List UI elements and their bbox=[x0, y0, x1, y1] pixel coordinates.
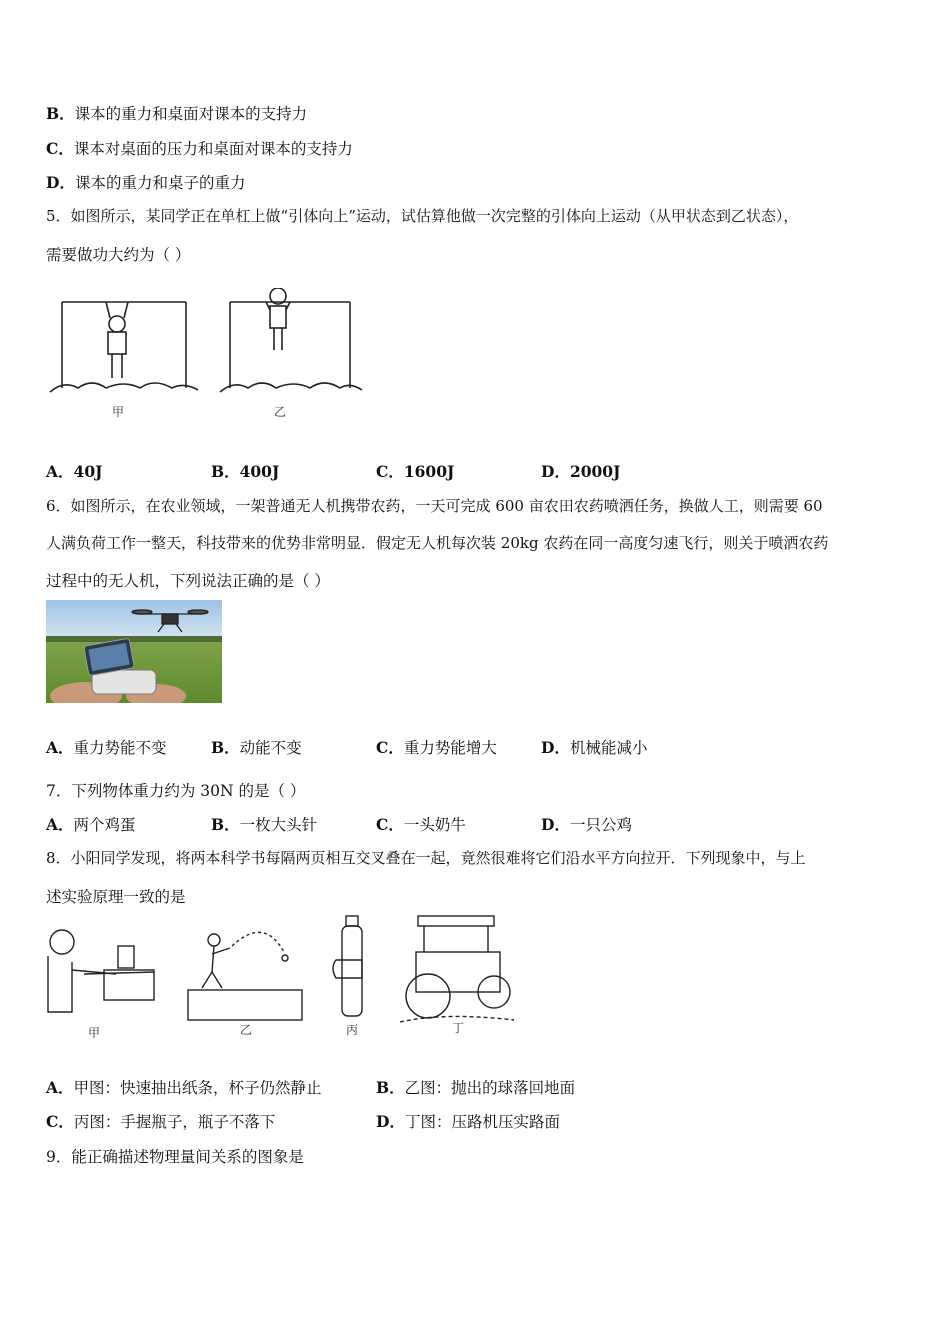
q4-option-b: B．课本的重力和桌面对课本的支持力 bbox=[46, 104, 308, 123]
q5-option-c: C．1600J bbox=[376, 462, 455, 481]
q8-figure-bing bbox=[333, 916, 362, 1016]
q6-stem-line2: 人满负荷工作一整天，科技带来的优势非常明显．假定无人机每次装 20kg 农药在同一高度匀速飞行，则关于喷洒农药 bbox=[46, 534, 829, 552]
q8-option-d: D．丁图：压路机压实路面 bbox=[376, 1112, 560, 1131]
q7-option-d: D．一只公鸡 bbox=[541, 815, 632, 834]
q5-stem-line1: 5．如图所示，某同学正在单杠上做“引体向上”运动，试估算他做一次完整的引体向上运动（从甲状态到乙状态）， bbox=[46, 207, 799, 225]
q4-option-d: D．课本的重力和桌子的重力 bbox=[46, 173, 246, 192]
q8-figure-yi bbox=[188, 932, 302, 1020]
q5-figure-pullup bbox=[44, 288, 364, 428]
q5-option-a: A．40J bbox=[46, 462, 103, 481]
q6-option-c: C．重力势能增大 bbox=[376, 738, 497, 757]
q7-option-a: A．两个鸡蛋 bbox=[46, 815, 136, 834]
q8-stem-line1: 8．小阳同学发现，将两本科学书每隔两页相互交叉叠在一起，竟然很难将它们沿水平方向拉开．下列现象中，与上 bbox=[46, 849, 806, 867]
q8-figure-ding bbox=[400, 916, 514, 1022]
q6-figure-drone-photo bbox=[46, 600, 222, 703]
q8-figure-jia bbox=[48, 930, 154, 1012]
q5-stem-line2: 需要做功大约为（ ） bbox=[46, 246, 191, 264]
q8-option-b: B．乙图：抛出的球落回地面 bbox=[376, 1078, 576, 1097]
q8-stem-line2: 述实验原理一致的是 bbox=[46, 888, 186, 906]
q8-caption-ding: 丁 bbox=[452, 1021, 465, 1035]
q4-option-c: C．课本对桌面的压力和桌面对课本的支持力 bbox=[46, 139, 353, 158]
q8-caption-bing: 丙 bbox=[346, 1023, 359, 1037]
q7-stem: 7．下列物体重力约为 30N 的是（ ） bbox=[46, 782, 306, 800]
q5-option-b: B．400J bbox=[211, 462, 280, 481]
q8-caption-jia: 甲 bbox=[88, 1026, 101, 1040]
q8-figure-row bbox=[44, 912, 524, 1044]
q6-stem-line3: 过程中的无人机，下列说法正确的是（ ） bbox=[46, 572, 330, 590]
q6-stem-line1: 6．如图所示，在农业领域，一架普通无人机携带农药，一天可完成 600 亩农田农药喷洒任务，换做人工，则需要 60 bbox=[46, 497, 823, 515]
q7-option-b: B．一枚大头针 bbox=[211, 815, 318, 834]
q5-caption-yi: 乙 bbox=[274, 405, 287, 419]
q9-stem: 9．能正确描述物理量间关系的图象是 bbox=[46, 1148, 304, 1166]
q5-caption-jia: 甲 bbox=[112, 405, 125, 419]
q8-caption-yi: 乙 bbox=[240, 1023, 253, 1037]
q8-option-a: A．甲图：快速抽出纸条，杯子仍然静止 bbox=[46, 1078, 322, 1097]
q5-option-d: D．2000J bbox=[541, 462, 621, 481]
q6-option-a: A．重力势能不变 bbox=[46, 738, 167, 757]
q6-option-d: D．机械能减小 bbox=[541, 738, 648, 757]
q6-option-b: B．动能不变 bbox=[211, 738, 302, 757]
q7-option-c: C．一头奶牛 bbox=[376, 815, 466, 834]
q8-option-c: C．丙图：手握瓶子，瓶子不落下 bbox=[46, 1112, 276, 1131]
